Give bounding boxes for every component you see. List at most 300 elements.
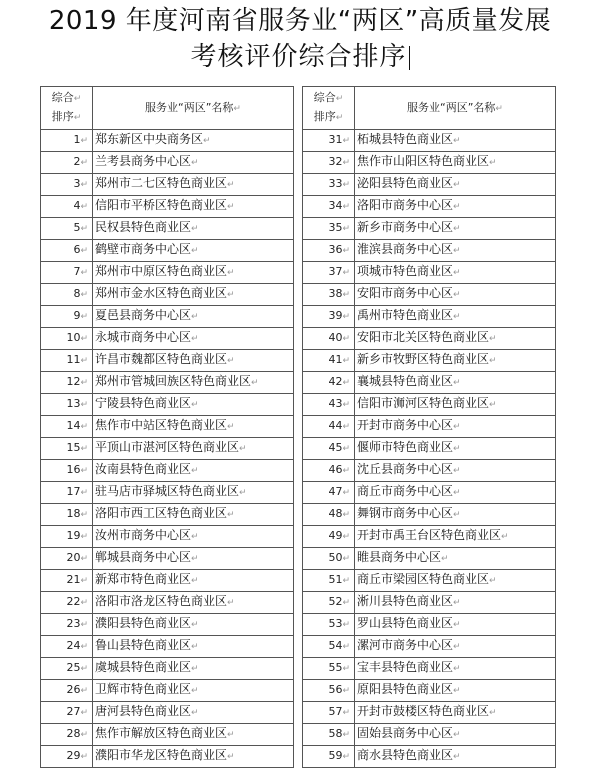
paragraph-mark-icon: ↵: [239, 444, 247, 454]
zone-name-cell: [355, 746, 556, 768]
zone-name: 开封市禹王台区特色商业区: [357, 528, 502, 542]
paragraph-mark-icon: ↵: [227, 202, 235, 212]
table-row: [303, 460, 556, 482]
paragraph-mark-icon: ↵: [489, 158, 497, 168]
rank-cell: [303, 592, 355, 614]
table-row: [41, 240, 294, 262]
document-title-line1: [0, 4, 600, 38]
paragraph-mark-icon: ↵: [251, 378, 259, 388]
zone-name: 郑州市金水区特色商业区: [95, 286, 228, 300]
table-row: [303, 130, 556, 152]
paragraph-mark-icon: ↵: [80, 466, 88, 476]
table-row: [303, 416, 556, 438]
table-row: [303, 394, 556, 416]
paragraph-mark-icon: ↵: [342, 466, 350, 476]
rank-value: 7: [73, 265, 81, 278]
paragraph-mark-icon: ↵: [342, 246, 350, 256]
paragraph-mark-icon: ↵: [191, 576, 199, 586]
zone-name-cell: [93, 658, 294, 680]
zone-name-cell: [355, 636, 556, 658]
table-row: [303, 350, 556, 372]
zone-name: 睢县商务中心区: [357, 550, 442, 564]
paragraph-mark-icon: ↵: [453, 730, 461, 740]
paragraph-mark-icon: ↵: [342, 620, 350, 630]
rank-value: 32: [328, 155, 343, 168]
text-cursor: [409, 46, 410, 70]
paragraph-mark-icon: ↵: [80, 400, 88, 410]
rank-value: 19: [66, 529, 81, 542]
table-row: [41, 152, 294, 174]
paragraph-mark-icon: ↵: [80, 136, 88, 146]
rank-value: 14: [66, 419, 81, 432]
zone-name-cell: [355, 350, 556, 372]
paragraph-mark-icon: ↵: [441, 554, 449, 564]
zone-name: 舞钢市商务中心区: [357, 506, 454, 520]
paragraph-mark-icon: ↵: [453, 136, 461, 146]
zone-name-cell: [93, 174, 294, 196]
zone-name: 郑东新区中央商务区: [95, 132, 204, 146]
zone-name-cell: [355, 592, 556, 614]
ranking-table-right-body: [303, 130, 556, 768]
paragraph-mark-icon: ↵: [453, 246, 461, 256]
rank-value: 24: [66, 639, 81, 652]
rank-cell: [303, 306, 355, 328]
rank-cell: [303, 570, 355, 592]
zone-name-cell: [93, 350, 294, 372]
paragraph-mark-icon: ↵: [227, 356, 235, 366]
ranking-table-left-body: [41, 130, 294, 768]
paragraph-mark-icon: ↵: [489, 356, 497, 366]
table-row: [41, 482, 294, 504]
zone-name-cell: [355, 658, 556, 680]
paragraph-mark-icon: ↵: [80, 158, 88, 168]
rank-value: 21: [66, 573, 81, 586]
rank-cell: [303, 702, 355, 724]
rank-value: 50: [328, 551, 343, 564]
rank-cell: [41, 526, 93, 548]
rank-value: 39: [328, 309, 343, 322]
zone-name: 开封市商务中心区: [357, 418, 454, 432]
zone-name-cell: [355, 438, 556, 460]
rank-cell: [41, 262, 93, 284]
name-header-text: 服务业“两区”名称: [145, 100, 234, 114]
paragraph-mark-icon: ↵: [191, 246, 199, 256]
rank-value: 26: [66, 683, 81, 696]
paragraph-mark-icon: ↵: [342, 312, 350, 322]
rank-value: 3: [73, 177, 81, 190]
paragraph-mark-icon: ↵: [80, 312, 88, 322]
zone-name: 宁陵县特色商业区: [95, 396, 192, 410]
paragraph-mark-icon: ↵: [73, 94, 82, 104]
rank-cell: [41, 592, 93, 614]
zone-name-cell: [93, 460, 294, 482]
rank-value: 34: [328, 199, 343, 212]
zone-name-cell: [355, 570, 556, 592]
zone-name-cell: [93, 328, 294, 350]
zone-name-cell: [355, 196, 556, 218]
rank-value: 31: [328, 133, 343, 146]
zone-name-cell: [355, 306, 556, 328]
paragraph-mark-icon: ↵: [80, 378, 88, 388]
rank-cell: [303, 174, 355, 196]
rank-cell: [41, 548, 93, 570]
rank-cell: [303, 636, 355, 658]
paragraph-mark-icon: ↵: [342, 378, 350, 388]
paragraph-mark-icon: ↵: [73, 113, 82, 123]
paragraph-mark-icon: ↵: [342, 576, 350, 586]
rank-cell: [303, 460, 355, 482]
rank-value: 9: [73, 309, 81, 322]
table-header-row: [41, 87, 294, 130]
rank-value: 18: [66, 507, 81, 520]
paragraph-mark-icon: ↵: [453, 444, 461, 454]
table-row: [303, 218, 556, 240]
paragraph-mark-icon: ↵: [80, 422, 88, 432]
rank-value: 52: [328, 595, 343, 608]
zone-name-cell: [355, 262, 556, 284]
zone-name-cell: [355, 680, 556, 702]
table-row: [41, 130, 294, 152]
paragraph-mark-icon: ↵: [227, 180, 235, 190]
rank-value: 33: [328, 177, 343, 190]
zone-name: 淮滨县商务中心区: [357, 242, 454, 256]
zone-name: 信阳市浉河区特色商业区: [357, 396, 490, 410]
zone-name: 濮阳市华龙区特色商业区: [95, 748, 228, 762]
rank-value: 15: [66, 441, 81, 454]
table-row: [41, 372, 294, 394]
zone-name: 商丘市商务中心区: [357, 484, 454, 498]
rank-value: 12: [66, 375, 81, 388]
paragraph-mark-icon: ↵: [453, 642, 461, 652]
paragraph-mark-icon: ↵: [80, 708, 88, 718]
zone-name: 卫辉市特色商业区: [95, 682, 192, 696]
table-row: [303, 680, 556, 702]
rank-value: 6: [73, 243, 81, 256]
zone-name-cell: [93, 570, 294, 592]
zone-name-cell: [355, 614, 556, 636]
rank-header-line2: 排序: [313, 110, 336, 123]
rank-cell: [303, 416, 355, 438]
zone-name: 焦作市中站区特色商业区: [95, 418, 228, 432]
zone-name-cell: [93, 416, 294, 438]
zone-name: 新乡市牧野区特色商业区: [357, 352, 490, 366]
table-row: [41, 724, 294, 746]
rank-cell: [303, 284, 355, 306]
zone-name-cell: [355, 702, 556, 724]
zone-name-cell: [93, 306, 294, 328]
paragraph-mark-icon: ↵: [80, 664, 88, 674]
zone-name: 襄城县特色商业区: [357, 374, 454, 388]
table-row: [303, 702, 556, 724]
paragraph-mark-icon: ↵: [453, 378, 461, 388]
table-row: [303, 240, 556, 262]
rank-value: 44: [328, 419, 343, 432]
rank-cell: [41, 350, 93, 372]
paragraph-mark-icon: ↵: [80, 290, 88, 300]
paragraph-mark-icon: ↵: [80, 444, 88, 454]
rank-cell: [303, 658, 355, 680]
rank-cell: [41, 438, 93, 460]
title-line1-text: 2019 年度河南省服务业“两区”高质量发展: [48, 6, 552, 36]
rank-column-header: [303, 87, 355, 130]
zone-name-cell: [355, 504, 556, 526]
zone-name: 民权县特色商业区: [95, 220, 192, 234]
paragraph-mark-icon: ↵: [191, 224, 199, 234]
rank-cell: [303, 438, 355, 460]
rank-cell: [41, 240, 93, 262]
rank-value: 27: [66, 705, 81, 718]
zone-name-cell: [355, 328, 556, 350]
table-row: [41, 636, 294, 658]
paragraph-mark-icon: ↵: [342, 180, 350, 190]
rank-value: 37: [328, 265, 343, 278]
table-row: [41, 702, 294, 724]
paragraph-mark-icon: ↵: [80, 598, 88, 608]
zone-name: 汝州市商务中心区: [95, 528, 192, 542]
zone-name: 郸城县商务中心区: [95, 550, 192, 564]
zone-name-cell: [355, 460, 556, 482]
rank-cell: [41, 394, 93, 416]
zone-name: 郑州市管城回族区特色商业区: [95, 374, 252, 388]
paragraph-mark-icon: ↵: [342, 356, 350, 366]
paragraph-mark-icon: ↵: [80, 686, 88, 696]
rank-cell: [41, 416, 93, 438]
paragraph-mark-icon: ↵: [335, 94, 344, 104]
paragraph-mark-icon: ↵: [191, 158, 199, 168]
title-line2-text: 考核评价综合排序: [190, 42, 407, 72]
rank-header-line1: 综合: [313, 91, 336, 104]
table-row: [303, 284, 556, 306]
zone-name-cell: [355, 174, 556, 196]
rank-cell: [41, 174, 93, 196]
paragraph-mark-icon: ↵: [80, 334, 88, 344]
rank-cell: [41, 724, 93, 746]
rank-cell: [303, 394, 355, 416]
zone-name: 沈丘县商务中心区: [357, 462, 454, 476]
table-row: [41, 438, 294, 460]
paragraph-mark-icon: ↵: [191, 334, 199, 344]
rank-cell: [41, 218, 93, 240]
rank-cell: [41, 504, 93, 526]
paragraph-mark-icon: ↵: [80, 180, 88, 190]
paragraph-mark-icon: ↵: [191, 312, 199, 322]
paragraph-mark-icon: ↵: [191, 620, 199, 630]
table-row: [41, 570, 294, 592]
rank-cell: [303, 680, 355, 702]
ranking-tables: [40, 86, 570, 762]
rank-cell: [303, 482, 355, 504]
paragraph-mark-icon: ↵: [191, 708, 199, 718]
paragraph-mark-icon: ↵: [191, 664, 199, 674]
rank-cell: [303, 614, 355, 636]
paragraph-mark-icon: ↵: [335, 113, 344, 123]
table-row: [303, 438, 556, 460]
table-row: [41, 306, 294, 328]
zone-name: 安阳市北关区特色商业区: [357, 330, 490, 344]
zone-name-cell: [93, 482, 294, 504]
rank-cell: [303, 152, 355, 174]
rank-value: 49: [328, 529, 343, 542]
paragraph-mark-icon: ↵: [80, 554, 88, 564]
table-row: [41, 526, 294, 548]
table-row: [41, 262, 294, 284]
zone-name: 新乡市商务中心区: [357, 220, 454, 234]
table-row: [41, 350, 294, 372]
rank-cell: [303, 548, 355, 570]
zone-name: 濮阳县特色商业区: [95, 616, 192, 630]
zone-name-cell: [93, 438, 294, 460]
zone-name-cell: [93, 372, 294, 394]
rank-cell: [303, 130, 355, 152]
paragraph-mark-icon: ↵: [495, 103, 503, 114]
zone-name-cell: [93, 526, 294, 548]
paragraph-mark-icon: ↵: [342, 664, 350, 674]
table-row: [41, 658, 294, 680]
rank-value: 35: [328, 221, 343, 234]
table-row: [41, 416, 294, 438]
table-row: [41, 680, 294, 702]
rank-value: 17: [66, 485, 81, 498]
paragraph-mark-icon: ↵: [453, 664, 461, 674]
zone-name-cell: [355, 526, 556, 548]
paragraph-mark-icon: ↵: [342, 224, 350, 234]
zone-name: 汝南县特色商业区: [95, 462, 192, 476]
paragraph-mark-icon: ↵: [342, 334, 350, 344]
paragraph-mark-icon: ↵: [453, 202, 461, 212]
zone-name: 商水县特色商业区: [357, 748, 454, 762]
paragraph-mark-icon: ↵: [342, 752, 350, 762]
paragraph-mark-icon: ↵: [453, 488, 461, 498]
zone-name: 唐河县特色商业区: [95, 704, 192, 718]
table-row: [41, 174, 294, 196]
paragraph-mark-icon: ↵: [342, 510, 350, 520]
zone-name-cell: [93, 196, 294, 218]
rank-value: 57: [328, 705, 343, 718]
zone-name: 夏邑县商务中心区: [95, 308, 192, 322]
zone-name: 郑州市中原区特色商业区: [95, 264, 228, 278]
rank-value: 48: [328, 507, 343, 520]
paragraph-mark-icon: ↵: [342, 598, 350, 608]
table-row: [303, 658, 556, 680]
rank-value: 5: [73, 221, 81, 234]
table-row: [303, 636, 556, 658]
zone-name: 郑州市二七区特色商业区: [95, 176, 228, 190]
zone-name-cell: [93, 262, 294, 284]
zone-name-cell: [93, 702, 294, 724]
rank-cell: [41, 328, 93, 350]
paragraph-mark-icon: ↵: [227, 268, 235, 278]
zone-name: 漯河市商务中心区: [357, 638, 454, 652]
zone-name: 兰考县商务中心区: [95, 154, 192, 168]
paragraph-mark-icon: ↵: [80, 246, 88, 256]
table-row: [41, 196, 294, 218]
zone-name: 安阳市商务中心区: [357, 286, 454, 300]
rank-value: 2: [73, 155, 81, 168]
rank-cell: [41, 680, 93, 702]
zone-name-cell: [355, 130, 556, 152]
table-row: [41, 328, 294, 350]
table-row: [303, 592, 556, 614]
zone-name-cell: [93, 724, 294, 746]
table-row: [41, 614, 294, 636]
paragraph-mark-icon: ↵: [453, 224, 461, 234]
paragraph-mark-icon: ↵: [239, 488, 247, 498]
zone-name: 柘城县特色商业区: [357, 132, 454, 146]
zone-name: 淅川县特色商业区: [357, 594, 454, 608]
name-column-header: [93, 87, 294, 130]
zone-name: 禹州市特色商业区: [357, 308, 454, 322]
ranking-table-left: [40, 86, 294, 768]
rank-value: 22: [66, 595, 81, 608]
paragraph-mark-icon: ↵: [342, 708, 350, 718]
rank-cell: [303, 526, 355, 548]
zone-name-cell: [93, 614, 294, 636]
rank-column-header: [41, 87, 93, 130]
zone-name: 商丘市梁园区特色商业区: [357, 572, 490, 586]
paragraph-mark-icon: ↵: [233, 103, 241, 114]
zone-name-cell: [355, 152, 556, 174]
rank-value: 46: [328, 463, 343, 476]
rank-value: 28: [66, 727, 81, 740]
rank-cell: [303, 196, 355, 218]
zone-name: 泌阳县特色商业区: [357, 176, 454, 190]
rank-value: 51: [328, 573, 343, 586]
paragraph-mark-icon: ↵: [342, 136, 350, 146]
zone-name: 固始县商务中心区: [357, 726, 454, 740]
rank-value: 42: [328, 375, 343, 388]
paragraph-mark-icon: ↵: [80, 620, 88, 630]
rank-cell: [303, 262, 355, 284]
zone-name: 洛阳市西工区特色商业区: [95, 506, 228, 520]
paragraph-mark-icon: ↵: [227, 730, 235, 740]
table-row: [41, 460, 294, 482]
rank-value: 43: [328, 397, 343, 410]
rank-cell: [41, 130, 93, 152]
table-row: [303, 746, 556, 768]
paragraph-mark-icon: ↵: [342, 290, 350, 300]
table-row: [303, 724, 556, 746]
rank-value: 58: [328, 727, 343, 740]
zone-name-cell: [355, 372, 556, 394]
table-row: [41, 548, 294, 570]
rank-value: 40: [328, 331, 343, 344]
rank-cell: [303, 746, 355, 768]
paragraph-mark-icon: ↵: [191, 466, 199, 476]
rank-value: 36: [328, 243, 343, 256]
table-row: [41, 284, 294, 306]
rank-value: 47: [328, 485, 343, 498]
rank-cell: [41, 306, 93, 328]
rank-header-line1: 综合: [51, 91, 74, 104]
rank-cell: [303, 504, 355, 526]
paragraph-mark-icon: ↵: [80, 202, 88, 212]
zone-name: 永城市商务中心区: [95, 330, 192, 344]
rank-value: 55: [328, 661, 343, 674]
paragraph-mark-icon: ↵: [80, 356, 88, 366]
zone-name: 平顶山市湛河区特色商业区: [95, 440, 240, 454]
zone-name-cell: [355, 240, 556, 262]
rank-cell: [303, 218, 355, 240]
paragraph-mark-icon: ↵: [342, 686, 350, 696]
paragraph-mark-icon: ↵: [191, 532, 199, 542]
zone-name: 洛阳市洛龙区特色商业区: [95, 594, 228, 608]
table-row: [303, 196, 556, 218]
paragraph-mark-icon: ↵: [453, 510, 461, 520]
zone-name: 罗山县特色商业区: [357, 616, 454, 630]
rank-value: 59: [328, 749, 343, 762]
rank-cell: [303, 724, 355, 746]
table-row: [41, 504, 294, 526]
